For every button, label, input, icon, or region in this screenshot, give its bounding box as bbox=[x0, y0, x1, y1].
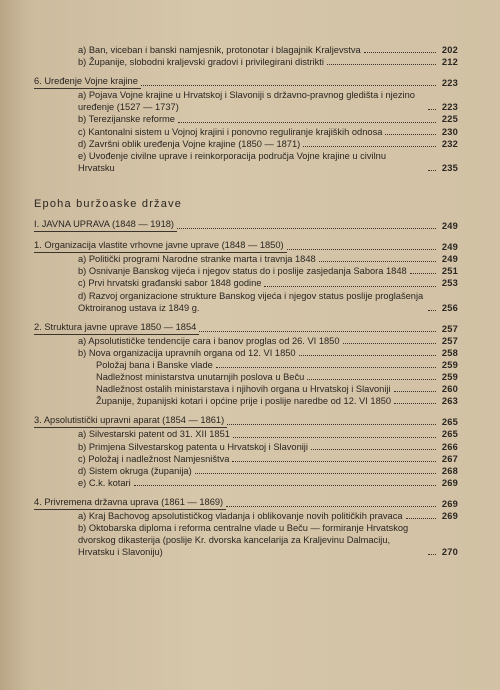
toc-entry-page: 258 bbox=[441, 347, 458, 358]
dot-leader bbox=[428, 309, 436, 311]
toc-entry-page: 268 bbox=[441, 465, 458, 476]
toc-entry-title: 4. Privremena državna uprava (1861 — 1869) bbox=[34, 496, 226, 510]
toc-entry-page: 265 bbox=[441, 429, 458, 440]
toc-entry-page: 253 bbox=[441, 278, 458, 289]
toc-entry bbox=[34, 347, 458, 359]
dot-leader bbox=[264, 285, 436, 287]
toc-entry bbox=[34, 496, 458, 510]
toc-entry bbox=[34, 359, 458, 371]
toc-entry-page: 235 bbox=[441, 162, 458, 173]
toc-entry-title: b) Oktobarska diploma i reforma centralne vlade u Beču — formiranje Hrvatskog dvorskog dikasterija (poslije Kr. dvorska kancelarija za Kraljevinu Dalmaciju, Hrvatsku i Slavoniju) bbox=[78, 523, 409, 558]
toc-entry bbox=[34, 239, 458, 253]
dot-leader bbox=[394, 402, 436, 404]
toc-entry bbox=[34, 277, 458, 289]
section-title: Epoha buržoaske države bbox=[34, 197, 183, 210]
toc-entry bbox=[34, 126, 458, 138]
dot-leader bbox=[343, 342, 436, 344]
toc-entry bbox=[34, 265, 458, 277]
dot-leader bbox=[216, 366, 436, 368]
toc-entry bbox=[34, 56, 458, 68]
dot-leader bbox=[327, 63, 436, 65]
toc-entry-page: 269 bbox=[441, 477, 458, 488]
dot-leader bbox=[385, 133, 436, 135]
toc-entry bbox=[34, 321, 458, 335]
toc-entry-title: b) Nova organizacija upravnih organa od 12. VI 1850 bbox=[78, 347, 296, 358]
toc-entry-page: 232 bbox=[441, 138, 458, 149]
toc-entry-page: 269 bbox=[441, 498, 458, 509]
dot-leader bbox=[177, 227, 436, 229]
dot-leader bbox=[232, 460, 436, 462]
dot-leader bbox=[410, 272, 436, 274]
dot-leader bbox=[307, 378, 436, 380]
toc-entry bbox=[34, 113, 458, 125]
toc-entry-title: e) C.k. kotari bbox=[78, 477, 131, 488]
toc-entry-title: b) Županije, slobodni kraljevski gradovi i privilegirani distrikti bbox=[78, 57, 324, 68]
toc-entry-page: 249 bbox=[441, 254, 458, 265]
dot-leader bbox=[227, 423, 436, 425]
toc-entry bbox=[34, 465, 458, 477]
dot-leader bbox=[199, 330, 436, 332]
toc-entry-title: c) Prvi hrvatski građanski sabor 1848 godine bbox=[78, 278, 262, 289]
toc-entry bbox=[34, 75, 458, 89]
toc-entry-page: 251 bbox=[441, 266, 458, 277]
toc-entry-page: 265 bbox=[441, 417, 458, 428]
toc-entry-title: a) Apsolutističke tendencije cara i banov proglas od 26. VI 1850 bbox=[78, 335, 340, 346]
toc-entry-title: e) Uvođenje civilne uprave i reinkorporacija područja Vojne krajine u civilnu Hrvatsku bbox=[78, 150, 386, 173]
toc-entry bbox=[34, 477, 458, 489]
dot-leader bbox=[394, 390, 436, 392]
toc-entry bbox=[34, 138, 458, 150]
toc-entry-title: d) Sistem okruga (županija) bbox=[78, 465, 192, 476]
toc-entry bbox=[34, 522, 458, 558]
toc-entry-title: b) Primjena Silvestarskog patenta u Hrvatskoj i Slavoniji bbox=[78, 441, 308, 452]
dot-leader bbox=[406, 517, 436, 519]
toc-entry bbox=[34, 510, 458, 522]
toc-entry-title: 3. Apsolutistički upravni aparat (1854 — 1861) bbox=[34, 414, 227, 428]
dot-leader bbox=[233, 436, 436, 438]
toc-entry-page: 212 bbox=[441, 57, 458, 68]
dot-leader bbox=[428, 169, 436, 171]
toc-entry-page: 266 bbox=[441, 441, 458, 452]
toc-entry-page: 259 bbox=[441, 359, 458, 370]
toc-entry bbox=[34, 253, 458, 265]
toc-entry bbox=[34, 371, 458, 383]
toc-entry-title: a) Silvestarski patent od 31. XII 1851 bbox=[78, 429, 230, 440]
toc-entry-page: 202 bbox=[441, 45, 458, 55]
toc-entry-title: d) Razvoj organizacione strukture Banskog vijeća i njegov status poslije proglašenja Oktroiranog ustava iz 1849 g. bbox=[78, 290, 424, 313]
toc-entry-page: 263 bbox=[441, 396, 458, 407]
toc-entry-page: 223 bbox=[441, 78, 458, 89]
toc-entry-title: d) Završni oblik uređenja Vojne krajine (1850 — 1871) bbox=[78, 138, 301, 149]
toc-entry bbox=[34, 383, 458, 395]
toc-entry-page: 260 bbox=[441, 384, 458, 395]
dot-leader bbox=[428, 108, 436, 110]
dot-leader bbox=[303, 145, 436, 147]
toc-entry-page: 249 bbox=[441, 221, 458, 232]
toc-entry-title: 6. Uređenje Vojne krajine bbox=[34, 75, 141, 89]
toc-main-list bbox=[34, 218, 458, 558]
toc-entry-title: Nadležnost ministarstva unutarnjih poslova u Beču bbox=[96, 372, 305, 383]
toc-entry-title: b) Osnivanje Banskog vijeća i njegov status do i poslije zasjedanja Sabora 1848 bbox=[78, 266, 407, 277]
toc-entry bbox=[34, 395, 458, 407]
dot-leader bbox=[195, 472, 436, 474]
toc-entry-page: 267 bbox=[441, 453, 458, 464]
toc-entry-page: 225 bbox=[441, 114, 458, 125]
toc-entry-title: Županije, županijski kotari i općine prije i poslije naredbe od 12. VI 1850 bbox=[96, 396, 392, 407]
toc-entry bbox=[34, 414, 458, 428]
toc-entry bbox=[34, 335, 458, 347]
toc-entry bbox=[34, 453, 458, 465]
table-of-contents bbox=[34, 44, 458, 558]
toc-entry bbox=[34, 441, 458, 453]
toc-entry-title: a) Pojava Vojne krajine u Hrvatskoj i Slavoniji s državno-pravnog gledišta i njezino uređenje (1527 — 1737) bbox=[78, 90, 415, 113]
toc-entry-title: I. JAVNA UPRAVA (1848 — 1918) bbox=[34, 218, 177, 232]
dot-leader bbox=[141, 84, 436, 86]
dot-leader bbox=[134, 484, 436, 486]
toc-entry-title: Položaj bana i Banske vlade bbox=[96, 359, 213, 370]
toc-entry bbox=[34, 89, 458, 113]
toc-entry-title: c) Kantonalni sistem u Vojnoj krajini i ponovno reguliranje krajiških odnosa bbox=[78, 126, 383, 137]
toc-entry-title: Nadležnost ostalih ministarstava i njihovih organa u Hrvatskoj i Slavoniji bbox=[96, 384, 391, 395]
toc-entry-title: b) Terezijanske reforme bbox=[78, 114, 175, 125]
toc-entry-title: a) Ban, viceban i banski namjesnik, protonotar i blagajnik Kraljevstva bbox=[78, 45, 361, 55]
toc-entry-page: 223 bbox=[441, 102, 458, 113]
toc-entry-title: 1. Organizacija vlastite vrhovne javne uprave (1848 — 1850) bbox=[34, 239, 287, 253]
toc-top-list bbox=[34, 44, 458, 174]
toc-entry bbox=[34, 290, 458, 314]
dot-leader bbox=[226, 505, 436, 507]
dot-leader bbox=[364, 51, 436, 53]
toc-entry bbox=[34, 218, 458, 232]
toc-entry-page: 249 bbox=[441, 242, 458, 253]
toc-entry bbox=[34, 44, 458, 56]
toc-entry-title: a) Kraj Bachovog apsolutističkog vladanja i oblikovanje novih političkih pravaca bbox=[78, 511, 403, 521]
dot-leader bbox=[311, 448, 436, 450]
dot-leader bbox=[178, 121, 436, 123]
toc-entry-page: 256 bbox=[441, 302, 458, 313]
toc-entry-page: 257 bbox=[441, 323, 458, 334]
toc-entry-page: 270 bbox=[441, 547, 458, 558]
dot-leader bbox=[299, 354, 436, 356]
dot-leader bbox=[287, 248, 436, 250]
dot-leader bbox=[428, 553, 436, 555]
toc-entry-page: 269 bbox=[441, 511, 458, 521]
toc-entry-title: a) Politički programi Narodne stranke marta i travnja 1848 bbox=[78, 254, 316, 265]
toc-entry-page: 259 bbox=[441, 372, 458, 383]
toc-entry bbox=[34, 428, 458, 440]
toc-entry-title: c) Položaj i nadležnost Namjesništva bbox=[78, 453, 230, 464]
toc-entry-page: 230 bbox=[441, 126, 458, 137]
toc-entry-page: 257 bbox=[441, 335, 458, 346]
toc-entry bbox=[34, 150, 458, 174]
dot-leader bbox=[319, 260, 436, 262]
toc-entry-title: 2. Struktura javne uprave 1850 — 1854 bbox=[34, 321, 199, 335]
